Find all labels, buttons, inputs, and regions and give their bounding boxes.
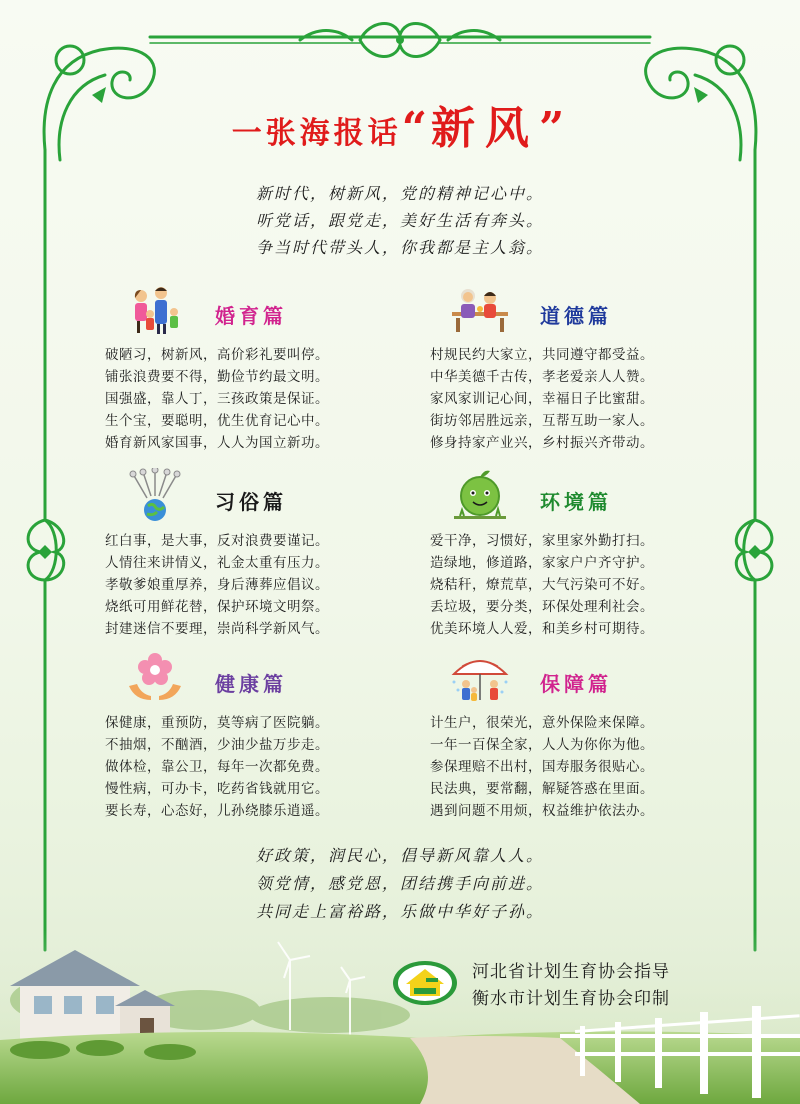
- family-icon: [125, 282, 185, 338]
- verse-line: 计生户，很荣光，意外保险来保障。: [430, 715, 654, 731]
- title-highlight: 新风: [431, 103, 539, 154]
- verse-line: 参保理赔不出村，国寿服务很贴心。: [430, 759, 654, 775]
- verse-line: 破陋习，树新风，高价彩礼要叫停。: [105, 347, 329, 363]
- poster-title: [0, 92, 800, 156]
- green-earth-icon: [450, 468, 510, 524]
- flower-hands-icon: [125, 650, 185, 706]
- printing-organization: 衡水市计划生育协会印制: [472, 989, 670, 1008]
- verse-line: 中华美德千古传，孝老爱亲人人赞。: [430, 369, 654, 385]
- verse-line: 慢性病，可办卡，吃药省钱就用它。: [105, 781, 329, 797]
- globe-hands-icon: [125, 468, 185, 524]
- verse-line: 村规民约大家立，共同遵守都受益。: [430, 347, 654, 363]
- section-title-marriage: 婚育篇: [215, 304, 287, 328]
- verse-line: 人情往来讲情义，礼金太重有压力。: [105, 555, 329, 571]
- verse-line: 生个宝，要聪明，优生优育记心中。: [105, 413, 329, 429]
- verse-line: 造绿地，修道路，家家户户齐守护。: [430, 555, 654, 571]
- verse-line: 国强盛，靠人丁，三孩政策是保证。: [105, 391, 329, 407]
- verse-line: 家风家训记心间，幸福日子比蜜甜。: [430, 391, 654, 407]
- umbrella-family-icon: [450, 650, 510, 706]
- title-close-quote: ”: [539, 103, 569, 154]
- verse-line: 优美环境人人爱，和美乡村可期待。: [430, 621, 654, 637]
- closing-line: 共同走上富裕路，乐做中华好子孙。: [255, 902, 544, 921]
- title-prefix: 一张海报话: [231, 116, 402, 151]
- section-environment: [430, 468, 720, 640]
- verse-line: 遇到问题不用烦，权益维护依法办。: [430, 803, 654, 819]
- verse-line: 街坊邻居胜远亲，互帮互助一家人。: [430, 413, 654, 429]
- verse-line: 烧纸可用鲜花替，保护环境文明祭。: [105, 599, 329, 615]
- guiding-organization: 河北省计划生育协会指导: [472, 962, 670, 981]
- verse-line: 不抽烟，不酗酒，少油少盐万步走。: [105, 737, 329, 753]
- intro-line: 听党话，跟党走，美好生活有奔头。: [255, 211, 544, 230]
- verse-line: 烧秸秆，燎荒草，大气污染可不好。: [430, 577, 654, 593]
- countryside-scene: [0, 930, 800, 1104]
- verse-line: 孝敬爹娘重厚养，身后薄葬应倡议。: [105, 577, 329, 593]
- organization-credits: [472, 958, 670, 1012]
- section-title-security: 保障篇: [540, 672, 612, 696]
- verse-line: 婚育新风家国事，人人为国立新功。: [105, 435, 329, 451]
- section-security: [430, 650, 720, 822]
- closing-line: 领党情，感党恩，团结携手向前进。: [255, 874, 544, 893]
- intro-verse: [0, 180, 800, 261]
- verse-line: 红白事，是大事，反对浪费要谨记。: [105, 533, 329, 549]
- section-customs: [105, 468, 395, 640]
- section-title-morality: 道德篇: [540, 304, 612, 328]
- verse-line: 要长寿，心态好，儿孙绕膝乐逍遥。: [105, 803, 329, 819]
- verse-line: 封建迷信不要理，崇尚科学新风气。: [105, 621, 329, 637]
- title-open-quote: “: [401, 103, 431, 154]
- section-title-health: 健康篇: [215, 672, 287, 696]
- verse-line: 一年一百保全家，人人为你你为他。: [430, 737, 654, 753]
- verse-line: 做体检，靠公卫，每年一次都免费。: [105, 759, 329, 775]
- elder-care-icon: [450, 282, 510, 338]
- closing-line: 好政策，润民心，倡导新风靠人人。: [255, 846, 544, 865]
- section-morality: [430, 282, 720, 454]
- verse-line: 修身持家产业兴，乡村振兴齐带动。: [430, 435, 654, 451]
- section-health: [105, 650, 395, 822]
- verse-line: 爱干净，习惯好，家里家外勤打扫。: [430, 533, 654, 549]
- section-title-environment: 环境篇: [540, 490, 612, 514]
- intro-line: 争当时代带头人，你我都是主人翁。: [255, 238, 544, 257]
- verse-line: 丢垃圾，要分类，环保处理利社会。: [430, 599, 654, 615]
- verse-line: 保健康，重预防，莫等病了医院躺。: [105, 715, 329, 731]
- section-marriage: [105, 282, 395, 454]
- closing-verse: [0, 842, 800, 926]
- verse-line: 民法典，要常翻，解疑答惑在里面。: [430, 781, 654, 797]
- intro-line: 新时代，树新风，党的精神记心中。: [255, 184, 544, 203]
- verse-line: 铺张浪费要不得，勤俭节约最文明。: [105, 369, 329, 385]
- family-planning-association-logo: [392, 960, 458, 1006]
- section-title-customs: 习俗篇: [215, 490, 287, 514]
